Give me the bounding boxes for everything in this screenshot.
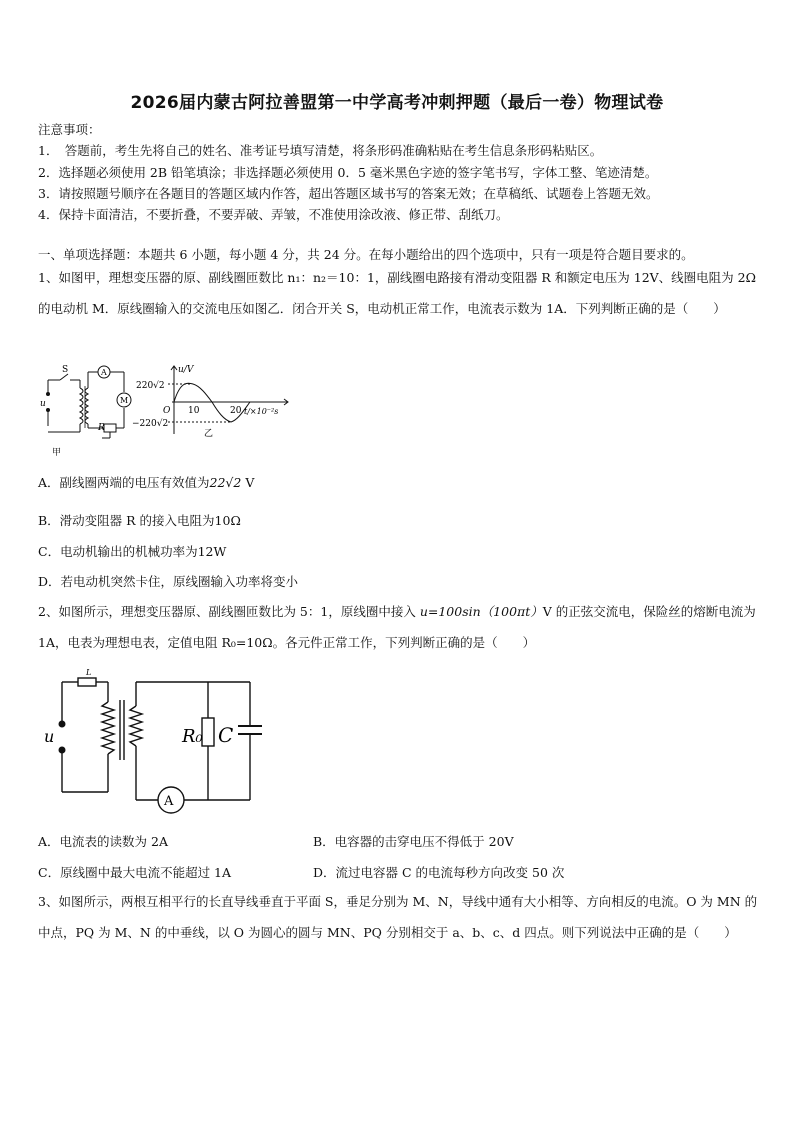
- q1-figure: [40, 362, 300, 460]
- q2-input-label: u: [44, 727, 55, 746]
- notice-item-2: 2．选择题必须使用 2B 铅笔填涂；非选择题必须使用 0．5 毫米黑色字迹的签字笔书写，字体工整、笔迹清楚。: [38, 165, 658, 180]
- q2-stem-part-b: V 的正弦交流电，保险丝的熔断电流为 1A，电表为理想电表，定值电阻 R₀=10Ω。各元件正常工作，下列判断正确的是（ ）: [38, 604, 756, 650]
- q1-option-a-value: 22√2: [209, 475, 242, 490]
- y-max-label: 220√2: [136, 381, 165, 391]
- exam-title: 2026届内蒙古阿拉善盟第一中学高考冲刺押题（最后一卷）物理试卷: [130, 93, 664, 113]
- q2-option-a[interactable]: A．电流表的读数为 2A: [38, 834, 168, 849]
- y-axis-label: u/V: [178, 365, 194, 375]
- notice-item-3: 3．请按照题号顺序在各题目的答题区域内作答，超出答题区域书写的答案无效；在草稿纸、试题卷上答题无效。: [38, 186, 659, 201]
- q3-stem: 3、如图所示，两根互相平行的长直导线垂直于平面 S，垂足分别为 M、N，导线中通有大小相等、方向相反的电流。O 为 MN 的中点，PQ 为 M、N 的中垂线，以 O 为圆心的圆与 MN、PQ 分别相交于 a、b、c、d 四点。则下列说法中正确的是（ ）: [38, 894, 758, 940]
- switch-label: S: [62, 365, 69, 375]
- q1-option-b[interactable]: B．滑动变阻器 R 的接入电阻为10Ω: [38, 513, 241, 528]
- q1-option-c[interactable]: C．电动机输出的机械功率为12W: [38, 544, 227, 559]
- q2-option-d[interactable]: D．流过电容器 C 的电流每秒方向改变 50 次: [313, 865, 565, 880]
- figure-jia-label: 甲: [52, 448, 62, 458]
- q1-option-d[interactable]: D．若电动机突然卡住，原线圈输入功率将变小: [38, 574, 299, 589]
- input-label: u: [40, 399, 46, 409]
- q1-option-a-text: A．副线圈两端的电压有效值为: [38, 475, 210, 490]
- motor-label: M: [120, 396, 129, 405]
- notice-item-4: 4．保持卡面清洁，不要折叠，不要弄破、弄皱，不准使用涂改液、修正带、刮纸刀。: [38, 207, 509, 222]
- capacitor-label: C: [218, 723, 234, 747]
- ammeter-label: A: [101, 368, 107, 377]
- q2-stem: [38, 596, 760, 658]
- x-tick-20: 20: [230, 406, 242, 416]
- q2-option-b[interactable]: B．电容器的击穿电压不得低于 20V: [313, 834, 514, 849]
- q1-stem: 1、如图甲，理想变压器的原、副线圈匝数比 n₁：n₂＝10：1，副线圈电路接有滑动变阻器 R 和额定电压为 12V、线圈电阻为 2Ω 的电动机 M．原线圈输入的交流电压如图乙．闭合开关 S，电动机正常工作，电流表示数为 1A．下列判断正确的是（ ）: [38, 270, 756, 316]
- x-axis-label: t/×10⁻²s: [244, 407, 279, 416]
- resistor-label: R: [98, 423, 105, 433]
- q2-stem-formula: u=100sin（100πt）: [419, 604, 543, 619]
- q2-ammeter-label: A: [164, 794, 174, 809]
- notice-item-1: 1． 答题前，考生先将自己的姓名、准考证号填写清楚，将条形码准确粘贴在考生信息条形码粘贴区。: [38, 143, 603, 158]
- x-tick-10: 10: [188, 406, 200, 416]
- q2-option-c[interactable]: C．原线圈中最大电流不能超过 1A: [38, 865, 232, 880]
- q1-option-a[interactable]: [38, 473, 254, 491]
- q1-option-a-unit: V: [241, 475, 255, 490]
- notice-heading: 注意事项：: [38, 122, 101, 137]
- figure-yi-label: 乙: [204, 429, 214, 439]
- q2-figure: [40, 666, 270, 814]
- r0-label: R₀: [182, 726, 203, 747]
- fuse-label: L: [86, 668, 92, 677]
- origin-label: O: [163, 406, 171, 416]
- section-heading: 一、单项选择题：本题共 6 小题，每小题 4 分，共 24 分。在每小题给出的四个选项中，只有一项是符合题目要求的。: [38, 247, 694, 262]
- q2-stem-part-a: 2、如图所示，理想变压器原、副线圈匝数比为 5：1，原线圈中接入: [38, 604, 420, 619]
- y-min-label: −220√2: [132, 419, 169, 429]
